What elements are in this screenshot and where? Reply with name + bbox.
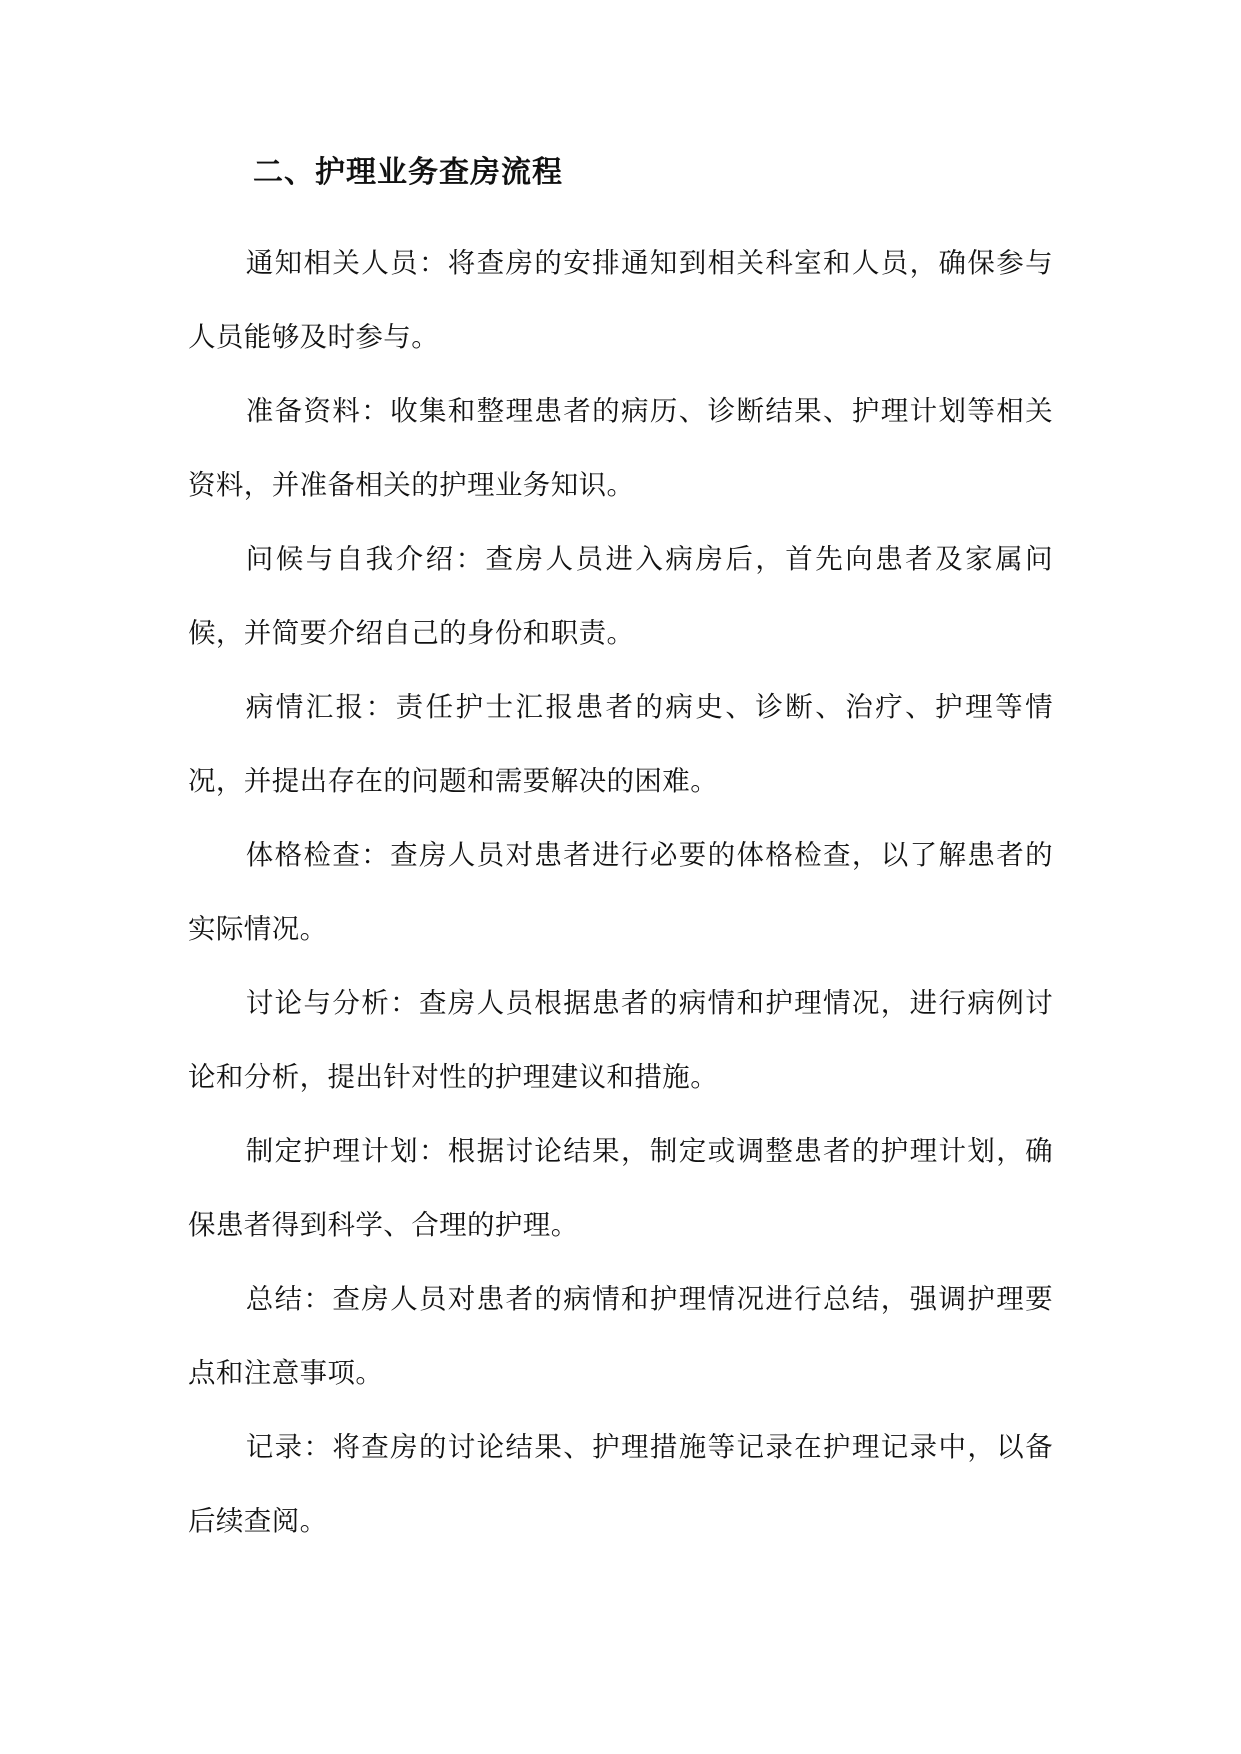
paragraph-discussion-analysis: 讨论与分析：查房人员根据患者的病情和护理情况，进行病例讨论和分析，提出针对性的护理建议和措施。 — [188, 987, 1053, 1093]
paragraph-physical-exam: 体格检查：查房人员对患者进行必要的体格检查，以了解患者的实际情况。 — [188, 839, 1053, 945]
document-title: 二、护理业务查房流程 — [253, 155, 563, 190]
paragraph-summary: 总结：查房人员对患者的病情和护理情况进行总结，强调护理要点和注意事项。 — [188, 1283, 1053, 1389]
document-body — [188, 226, 1053, 1558]
paragraph-condition-report: 病情汇报：责任护士汇报患者的病史、诊断、治疗、护理等情况，并提出存在的问题和需要解决的困难。 — [188, 691, 1053, 797]
paragraph-notify-personnel: 通知相关人员：将查房的安排通知到相关科室和人员，确保参与人员能够及时参与。 — [188, 247, 1053, 353]
paragraph-greeting-introduction: 问候与自我介绍：查房人员进入病房后，首先向患者及家属问候，并简要介绍自己的身份和职责。 — [188, 543, 1053, 649]
paragraph-care-plan: 制定护理计划：根据讨论结果，制定或调整患者的护理计划，确保患者得到科学、合理的护理。 — [188, 1135, 1053, 1241]
paragraph-record: 记录：将查房的讨论结果、护理措施等记录在护理记录中，以备后续查阅。 — [188, 1431, 1053, 1537]
paragraph-prepare-materials: 准备资料：收集和整理患者的病历、诊断结果、护理计划等相关资料，并准备相关的护理业务知识。 — [188, 395, 1053, 501]
